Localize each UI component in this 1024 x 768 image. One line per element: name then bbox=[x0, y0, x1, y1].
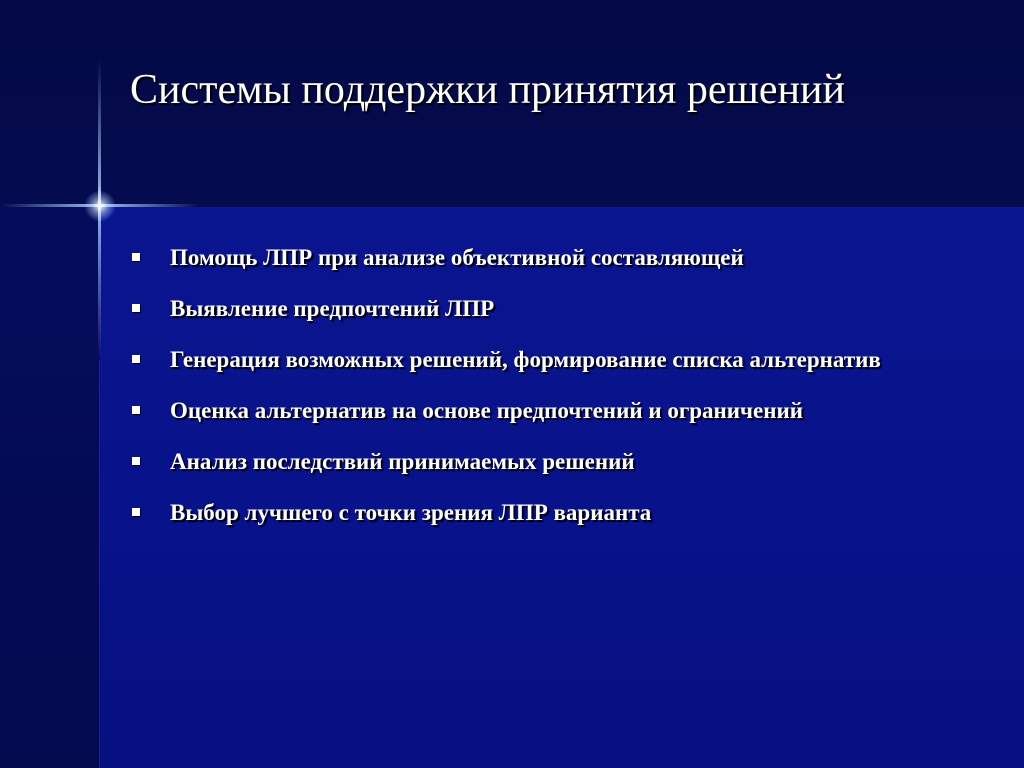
bullet-text: Выявление предпочтений ЛПР bbox=[170, 296, 495, 321]
square-bullet-icon bbox=[132, 355, 140, 363]
bullet-item bbox=[130, 436, 990, 487]
left-strip-background bbox=[0, 207, 100, 768]
square-bullet-icon bbox=[132, 406, 140, 414]
slide-title: Системы поддержки принятия решений bbox=[130, 67, 845, 113]
bullet-text: Помощь ЛПР при анализе объективной составляющей bbox=[170, 245, 744, 270]
square-bullet-icon bbox=[132, 508, 140, 516]
bullet-text: Выбор лучшего с точки зрения ЛПР варианта bbox=[170, 500, 652, 525]
bullet-item bbox=[130, 232, 990, 283]
square-bullet-icon bbox=[132, 457, 140, 465]
bullet-item bbox=[130, 385, 990, 436]
bullet-text: Генерация возможных решений, формирование списка альтернатив bbox=[170, 347, 881, 372]
bullet-item bbox=[130, 283, 990, 334]
star-sparkle-icon bbox=[84, 190, 116, 222]
bullet-item bbox=[130, 487, 990, 538]
bullet-text: Оценка альтернатив на основе предпочтений и ограничений bbox=[170, 398, 803, 423]
bullet-list bbox=[130, 232, 990, 538]
square-bullet-icon bbox=[132, 304, 140, 312]
bullet-item bbox=[130, 334, 990, 385]
bullet-text: Анализ последствий принимаемых решений bbox=[170, 449, 635, 474]
square-bullet-icon bbox=[132, 253, 140, 261]
sparkle-vertical-trail bbox=[99, 360, 100, 768]
